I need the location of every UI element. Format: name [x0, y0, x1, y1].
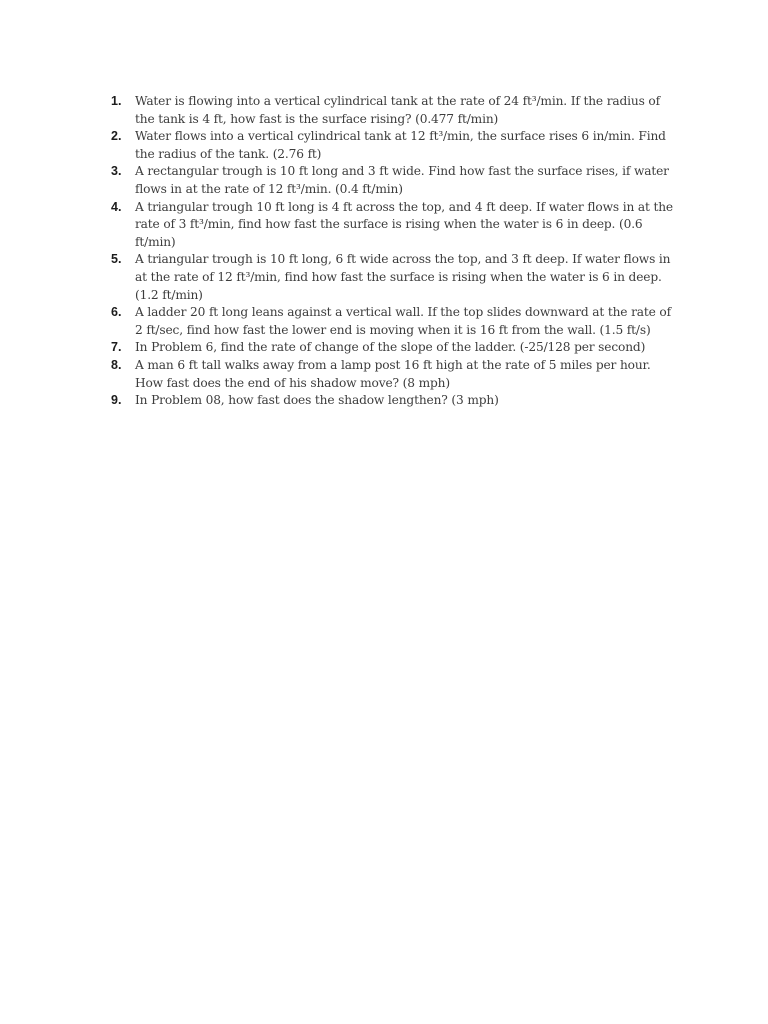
problem-text: A triangular trough 10 ft long is 4 ft across the top, and 4 ft deep. If water flows in at the rate of 3 ft³/min, find how fast the surface is rising when the water is 6 in deep. (0.6 ft/min): [135, 199, 673, 249]
problem-list: [111, 93, 673, 410]
problem-text: Water flows into a vertical cylindrical tank at 12 ft³/min, the surface rises 6 in/min. Find the radius of the tank. (2.76 ft): [135, 129, 666, 161]
problem-item-2: [111, 128, 673, 163]
problem-text: A ladder 20 ft long leans against a vertical wall. If the top slides downward at the rate of 2 ft/sec, find how fast the lower end is moving when it is 16 ft from the wall. (1.5 ft/s): [135, 305, 671, 337]
problem-text: In Problem 6, find the rate of change of the slope of the ladder. (-25/128 per second): [135, 340, 646, 355]
problem-item-7: [111, 339, 673, 357]
problem-item-5: [111, 251, 673, 304]
problem-number: 6.: [111, 305, 122, 320]
problem-item-6: [111, 304, 673, 339]
problem-text: A man 6 ft tall walks away from a lamp post 16 ft high at the rate of 5 miles per hour. How fast does the end of his shadow move? (8 mph): [135, 357, 651, 390]
problem-text: In Problem 08, how fast does the shadow lengthen? (3 mph): [135, 393, 499, 408]
problem-item-3: [111, 163, 673, 198]
problem-item-8: [111, 357, 673, 392]
problem-number: 4.: [111, 199, 122, 214]
problem-number: 7.: [111, 340, 122, 355]
problem-number: 1.: [111, 94, 122, 108]
problem-number: 5.: [111, 252, 122, 267]
problem-number: 8.: [111, 357, 122, 372]
problem-number: 3.: [111, 164, 122, 179]
problem-item-1: [111, 93, 673, 128]
problem-text: A triangular trough is 10 ft long, 6 ft wide across the top, and 3 ft deep. If water flows in at the rate of 12 ft³/min, find how fast the surface is rising when the water is 6 in deep. (1.2 ft/min): [135, 252, 671, 302]
problem-text: A rectangular trough is 10 ft long and 3 ft wide. Find how fast the surface rises, if water flows in at the rate of 12 ft³/min. (0.4 ft/min): [135, 164, 669, 196]
problem-number: 9.: [111, 393, 122, 408]
problem-number: 2.: [111, 129, 122, 144]
problem-text: Water is flowing into a vertical cylindrical tank at the rate of 24 ft³/min. If the radius of the tank is 4 ft, how fast is the surface rising? (0.477 ft/min): [135, 94, 660, 126]
problem-item-9: [111, 392, 673, 410]
problem-item-4: [111, 199, 673, 252]
